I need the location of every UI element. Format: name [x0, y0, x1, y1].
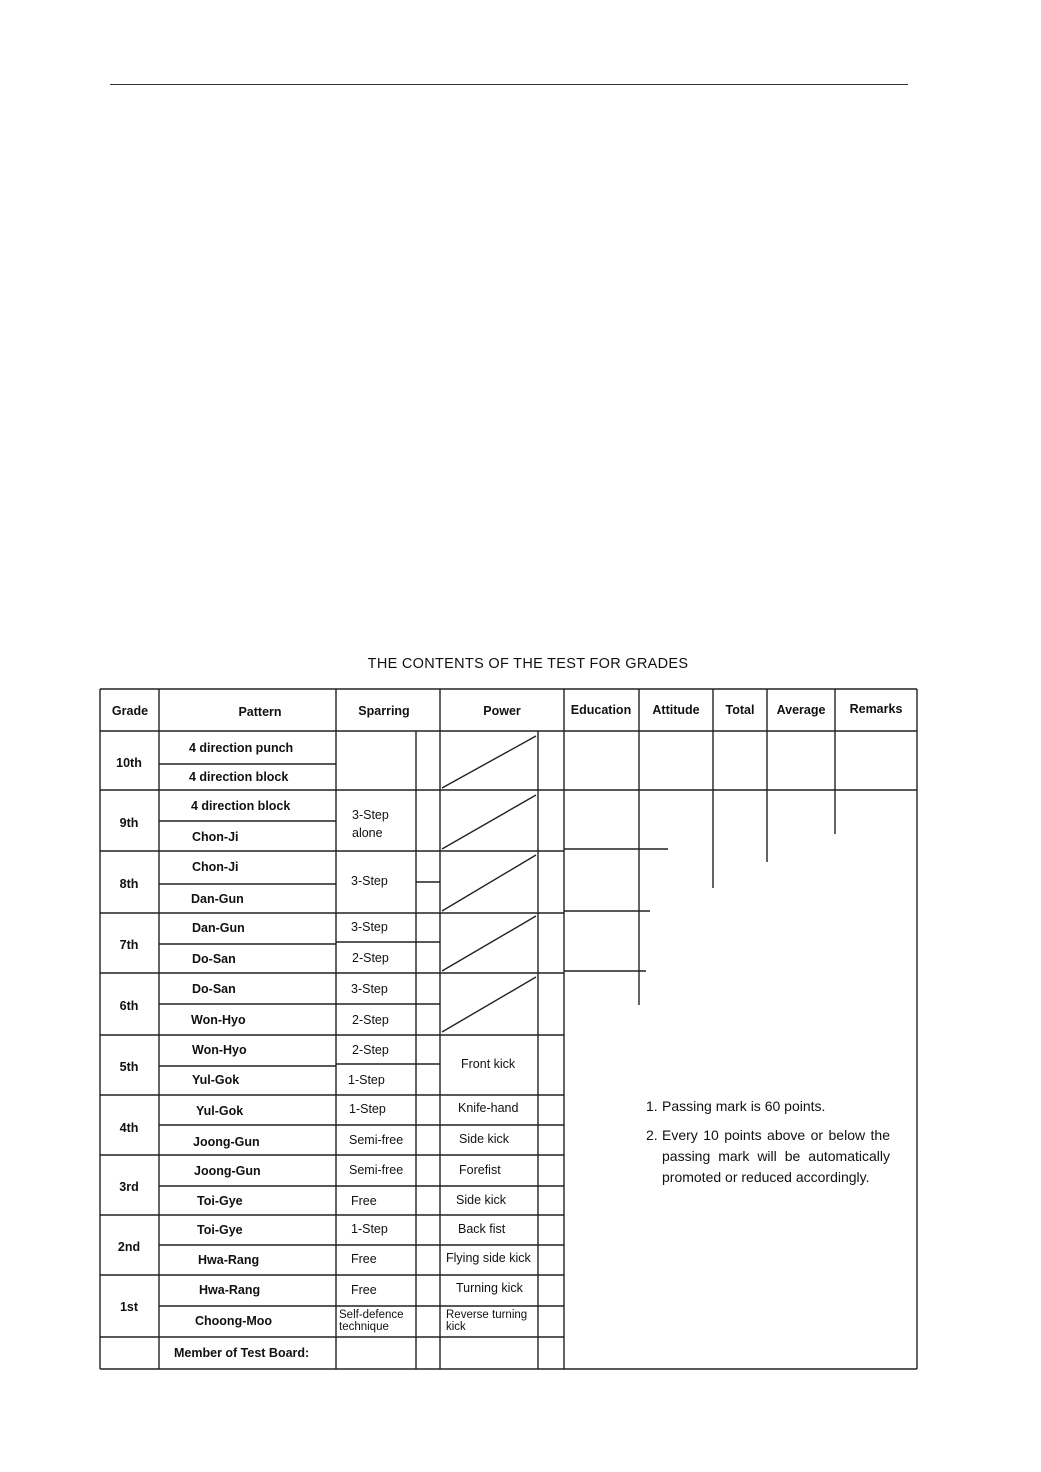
pattern-cell: Yul-Gok [192, 1073, 240, 1087]
header-remarks: Remarks [849, 702, 903, 716]
pattern-cell: Do-San [192, 952, 236, 966]
pattern-cell: Joong-Gun [193, 1135, 260, 1149]
pattern-cell: Won-Hyo [192, 1043, 247, 1057]
power-cell: Flying side kick [446, 1251, 531, 1265]
sparring-cell: 2-Step [352, 1013, 389, 1027]
header-attitude: Attitude [652, 703, 700, 717]
grade-label: 9th [119, 816, 139, 830]
power-cell: Reverse turning kick [446, 1309, 528, 1333]
pattern-cell: Yul-Gok [196, 1104, 244, 1118]
grade-label: 5th [119, 1060, 139, 1074]
pattern-cell: Joong-Gun [194, 1164, 261, 1178]
grade-label: 6th [119, 999, 139, 1013]
pattern-cell: 4 direction block [189, 770, 289, 784]
pattern-cell: Hwa-Rang [198, 1253, 260, 1267]
pattern-cell: 4 direction punch [189, 741, 294, 755]
note-item: 1. Passing mark is 60 points. [646, 1098, 826, 1114]
sparring-cell: 3-Step [351, 920, 388, 934]
sparring-cell: Semi-free [349, 1163, 404, 1177]
power-cell: Side kick [456, 1193, 507, 1207]
pattern-cell: Dan-Gun [191, 892, 244, 906]
sparring-cell: 1-Step [348, 1073, 385, 1087]
sparring-cell: 2-Step [352, 1043, 389, 1057]
pattern-cell: Dan-Gun [192, 921, 245, 935]
pattern-cell: Hwa-Rang [199, 1283, 261, 1297]
header-grade: Grade [111, 704, 149, 718]
header-pattern: Pattern [238, 705, 282, 719]
pattern-cell: 4 direction block [191, 799, 291, 813]
power-cell: Back fist [458, 1222, 506, 1236]
power-cell: Front kick [461, 1057, 516, 1071]
header-sparring: Sparring [358, 704, 410, 718]
sparring-cell: 1-Step [349, 1102, 386, 1116]
header-total: Total [725, 703, 755, 717]
grade-label: 10th [116, 756, 142, 770]
sparring-cell: 2-Step [352, 951, 389, 965]
header-average: Average [776, 703, 826, 717]
table-title: THE CONTENTS OF THE TEST FOR GRADES [367, 656, 689, 672]
notes-list [646, 1096, 890, 1196]
power-cell: Forefist [459, 1163, 501, 1177]
pattern-cell: Toi-Gye [197, 1194, 243, 1208]
sparring-cell: Free [351, 1252, 377, 1266]
grade-label: 7th [119, 938, 139, 952]
sparring-cell: 3-Step [351, 982, 388, 996]
sparring-cell: Free [351, 1194, 377, 1208]
pattern-cell: Chon-Ji [192, 860, 239, 874]
sparring-cell: Semi-free [349, 1133, 404, 1147]
pattern-cell: Do-San [192, 982, 236, 996]
sparring-cell: 3-Step [351, 874, 388, 888]
grade-label: 8th [119, 877, 139, 891]
pattern-cell: Toi-Gye [197, 1223, 243, 1237]
note-item: 2. Every 10 points above or below the passing mark will be automatically promoted or reduced accordingly. [646, 1127, 890, 1185]
pattern-cell: Won-Hyo [191, 1013, 246, 1027]
power-cell: Knife-hand [458, 1101, 519, 1115]
grade-label: 3rd [119, 1180, 139, 1194]
sparring-cell: 3-Step alone [352, 808, 389, 840]
power-cell: Turning kick [456, 1281, 523, 1295]
header-education: Education [570, 703, 632, 717]
power-cell: Side kick [459, 1132, 510, 1146]
pattern-cell: Chon-Ji [192, 830, 239, 844]
sparring-cell: Self-defence technique [339, 1309, 404, 1333]
grade-label: 4th [119, 1121, 139, 1135]
pattern-cell: Choong-Moo [195, 1314, 273, 1328]
grade-label: 2nd [117, 1240, 141, 1254]
header-power: Power [483, 704, 521, 718]
test-board-label: Member of Test Board: [174, 1346, 310, 1360]
grade-label: 1st [119, 1300, 139, 1314]
sparring-cell: 1-Step [351, 1222, 388, 1236]
sparring-cell: Free [351, 1283, 377, 1297]
